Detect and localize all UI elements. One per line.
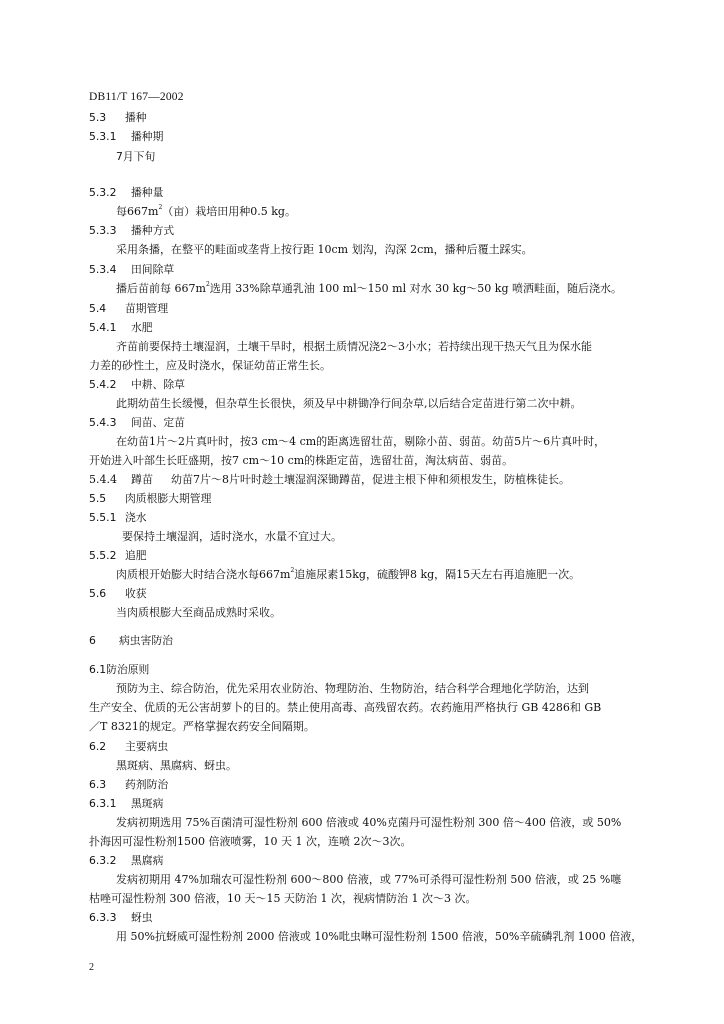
section-title: 黑斑病 — [131, 797, 164, 810]
section-title: 间苗、定苗 — [131, 416, 185, 429]
section-title: 药剂防治 — [125, 778, 169, 791]
section-title: 追肥 — [125, 549, 147, 562]
section-title: 黑腐病 — [131, 854, 164, 867]
section-number: 6.3.3 — [89, 911, 117, 924]
body-text: 当肉质根膨大至商品成熟时采收。 — [116, 606, 281, 619]
section-heading — [89, 587, 147, 601]
section-number: 5.4.4 — [89, 473, 117, 486]
body-text: 生产安全、优质的无公害胡萝卜的目的。禁止使用高毒、高残留农药。农药施用严格执行 GB 4286和 GB — [89, 701, 602, 714]
section-title: 蹲苗 — [131, 473, 153, 486]
section-title: 主要病虫 — [125, 740, 169, 753]
section-number: 5.4.1 — [89, 321, 117, 334]
section-heading — [89, 302, 168, 316]
section-heading — [89, 492, 211, 506]
body-text: 黑斑病、黑腐病、蚜虫。 — [116, 759, 237, 772]
section-title: 播种期 — [131, 130, 164, 143]
body-text: 此期幼苗生长缓慢，但杂草生长很快，须及早中耕锄净行间杂草,以后结合定苗进行第二次中耕。 — [116, 397, 582, 410]
section-heading — [89, 740, 168, 754]
section-number: 5.4 — [89, 302, 107, 315]
section-number: 5.3.2 — [89, 186, 117, 199]
section-number: 5.3.3 — [89, 224, 117, 237]
section-number: 6.3.1 — [89, 797, 117, 810]
body-text: 扑海因可湿性粉剂1500 倍液喷雾，10 天 1 次，连喷 2次～3次。 — [89, 835, 412, 848]
body-text: 要保持土壤湿润，适时浇水，水量不宜过大。 — [122, 530, 342, 543]
section-title: 病虫害防治 — [119, 634, 173, 647]
section-title: 蚜虫 — [131, 911, 153, 924]
page-number: 2 — [89, 962, 94, 973]
section-number: 5.3.1 — [89, 130, 117, 143]
section-heading — [89, 378, 185, 392]
body-text — [116, 282, 622, 296]
section-number: 6.3.2 — [89, 854, 117, 867]
body-text: 枯唑可湿性粉剂 300 倍液，10 天～15 天防治 1 次，视病情防治 1 次～3 次。 — [89, 892, 477, 905]
section-number: 6 — [89, 634, 96, 647]
section-heading — [89, 416, 185, 430]
document-header: DB11/T 167—2002 — [89, 91, 184, 103]
body-text — [116, 568, 580, 582]
body-text-part: （亩）栽培田用种0.5 kg。 — [162, 205, 296, 218]
body-text: 预防为主、综合防治，优先采用农业防治、物理防治、生物防治，结合科学合理地化学防治，达到 — [116, 682, 589, 695]
superscript: 2 — [158, 204, 163, 211]
section-title: 收获 — [125, 587, 147, 600]
body-text: ／T 8321的规定。严格掌握农药安全间隔期。 — [89, 720, 315, 733]
chapter-heading — [89, 634, 173, 648]
body-text: 开始进入叶部生长旺盛期，按7 cm～10 cm的株距定苗，选留壮苗，淘汰病苗、弱苗。 — [89, 454, 514, 467]
body-text: 幼苗7片～8片叶时趁土壤湿润深锄蹲苗，促进主根下伸和须根发生，防植株徒长。 — [171, 473, 570, 486]
body-text: 发病初期用 47%加瑞农可湿性粉剂 600～800 倍液，或 77%可杀得可湿性粉剂 500 倍液，或 25 %噻 — [116, 873, 622, 886]
body-text — [116, 205, 296, 219]
section-number: 5.5.1 — [89, 511, 117, 524]
section-heading — [89, 473, 570, 487]
body-text: 在幼苗1片～2片真叶时，按3 cm～4 cm的距离选留壮苗，剔除小苗、弱苗。幼苗5片～6片真叶时， — [116, 435, 606, 448]
body-text: 发病初期选用 75%百菌清可湿性粉剂 600 倍液或 40%克菌丹可湿性粉剂 300 倍～400 倍液，或 50% — [116, 816, 622, 829]
section-number: 5.5 — [89, 492, 107, 505]
section-number: 5.4.3 — [89, 416, 117, 429]
section-heading — [89, 186, 163, 200]
body-text: 7月下旬 — [116, 150, 156, 163]
section-title: 播种方式 — [131, 224, 175, 237]
section-number: 5.3.4 — [89, 263, 117, 276]
section-heading — [89, 911, 153, 925]
section-heading — [89, 854, 163, 868]
section-title: 中耕、除草 — [131, 378, 185, 391]
body-text-part: 选用 33%除草通乳油 100 ml～150 ml 对水 30 kg～50 kg 喷洒畦面，随后浇水。 — [209, 282, 622, 295]
superscript: 2 — [290, 567, 295, 574]
body-text: 用 50%抗蚜威可湿性粉剂 2000 倍液或 10%吡虫啉可湿性粉剂 1500 倍液，50%辛硫磷乳剂 1000 倍液， — [116, 930, 643, 943]
body-text-part: 肉质根开始膨大时结合浇水每667m — [116, 568, 291, 581]
body-text: 力差的砂性土，应及时浇水，保证幼苗正常生长。 — [89, 359, 331, 372]
section-heading — [89, 797, 163, 811]
section-heading — [89, 263, 174, 277]
section-heading: 6.1防治原则 — [89, 663, 150, 676]
body-text-part: 追施尿素15kg，硫酸钾8 kg，隔15天左右再追施肥一次。 — [294, 568, 581, 581]
section-heading — [89, 321, 153, 335]
body-text-part: 播后苗前每 667m — [116, 282, 206, 295]
section-heading — [89, 549, 147, 563]
section-title: 苗期管理 — [125, 302, 169, 315]
section-title: 浇水 — [125, 511, 147, 524]
section-title: 田间除草 — [131, 263, 175, 276]
section-heading — [89, 778, 168, 792]
section-heading — [89, 111, 147, 125]
section-number: 5.5.2 — [89, 549, 117, 562]
body-text: 齐苗前要保持土壤湿润，土壤干旱时，根据土质情况浇2～3小水；若持续出现干热天气且为保水能 — [116, 340, 592, 353]
section-number: 5.4.2 — [89, 378, 117, 391]
section-heading — [89, 130, 163, 144]
superscript: 2 — [205, 281, 210, 288]
section-title: 播种量 — [131, 186, 164, 199]
section-heading — [89, 511, 147, 525]
section-number: 6.2 — [89, 740, 107, 753]
body-text-part: 每667m — [116, 205, 159, 218]
section-heading — [89, 224, 174, 238]
body-text: 采用条播，在整平的畦面或垄背上按行距 10cm 划沟，沟深 2cm，播种后覆土踩实。 — [116, 243, 533, 256]
section-title: 肉质根膨大期管理 — [125, 492, 212, 505]
section-title: 播种 — [125, 111, 147, 124]
section-number: 5.3 — [89, 111, 107, 124]
section-number: 5.6 — [89, 587, 107, 600]
section-number: 6.3 — [89, 778, 107, 791]
section-title: 水肥 — [131, 321, 153, 334]
